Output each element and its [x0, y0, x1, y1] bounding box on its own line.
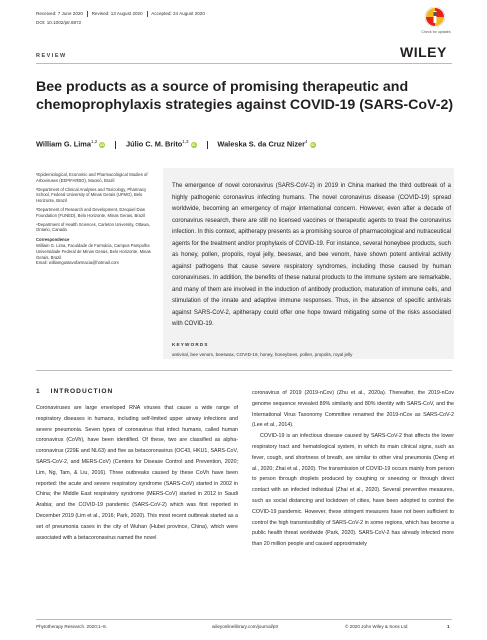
keywords-label: KEYWORDS	[172, 342, 209, 347]
revised-date: Revised: 13 August 2020	[91, 11, 143, 17]
affiliation: ³Department of Research and Development, Ezequiel Dias Foundation (FUNED), Belo Horizonte, Minas Gerais, Brazil	[36, 206, 145, 218]
article-title: Bee products as a source of promising therapeutic and chemoprophylaxis strategies against COVID-19 (SARS-CoV-2)	[36, 79, 454, 113]
author[interactable]: William G. Lima$^{1,2}$iD	[36, 139, 105, 149]
paragraph: COVID-19 is an infectious disease caused by SARS-CoV-2 that affects the lower respiratory tract and hematological system, in which its main clinical signs, such as fever, cough, and shortness of breath, are similar to other viral pneumonia (Deng et al., 2020; Zhai et al., 2020). The transmission of COVID-19 occurs mainly from person to person through droplets produced by coughing or sneezing or through direct contact with an infected individual (Zhai et al., 2020). Several preventive measures, such as social distancing and lockdown of cities, have been adopted to control the COVID-19 pandemic. However, these stringent measures have not been sufficient to control the high transmissibility of SARS-CoV-2 in some regions, which has become a public health threat worldwide (Park, 2020). SARS-CoV-2 has already infected more than 20 million people and caused approximately	[252, 433, 454, 548]
author-list	[36, 139, 456, 149]
divider	[36, 370, 452, 371]
section-title: INTRODUCTION	[50, 388, 114, 395]
body-column-left	[36, 403, 238, 543]
affiliations	[36, 172, 156, 266]
affiliation: ⁴Department of Health Sciences, Carleton University, Ottawa, Ontario, Canada	[36, 221, 150, 233]
correspondence-text: William G. Lima, Faculdade de Farmácia, Campus Pampulha Universidade Federal de Minas Gerais, Belo Horizonte, Minas Gerais, Brazil.	[36, 242, 151, 260]
abstract-text: The emergence of novel coronavirus (SARS-CoV-2) in 2019 in China marked the third outbreak of a highly pathogenic coronavirus infecting humans. The novel coronavirus disease (COVID-19) spread worldwide, becoming an emergency of major international concern. However, even after a decade of coronavirus research, there are still no licensed vaccines or therapeutic agents to treat the coronavirus infection. In this context, apitherapy presents as a promising source of pharmacological and nutraceutical agents for the treatment and/or prophylaxis of COVID-19. For instance, several honeybee products, such as honey, pollen, propolis, royal jelly, beeswax, and bee venom, have shown potent antiviral activity against pathogens that cause severe respiratory syndromes, including those caused by human coronaviruses. In addition, the benefits of these natural products to the immune system are remarkable, and many of them are involved in the induction of antibody production, maturation of immune cells, and stimulation of the innate and adaptive immune responses. Thus, in the absence of specific antivirals against SARS-CoV-2, apitherapy could offer one hope toward mitigating some of the risks associated with COVID-19.	[172, 183, 451, 327]
doi[interactable]: DOI: 10.1002/ptr.6872	[36, 20, 82, 25]
keywords-text: antiviral, bee venom, beeswax, COVID-19, honey, honeybees, pollen, propolis, royal jelly	[172, 352, 353, 357]
article-type: REVIEW	[36, 53, 67, 59]
accepted-date: Accepted: 24 August 2020	[151, 11, 205, 17]
affiliation: ¹Epidemiological, Economic and Pharmacological Studies of Arboviruses (EEPIFARBO), Maceió, Brazil	[36, 172, 148, 183]
copyright: © 2020 John Wiley & Sons Ltd	[345, 624, 408, 629]
paragraph: coronavirus of 2019 (2019-nCov) (Zhu et al., 2020a). Thereafter, the 2019-nCov genome sequence revealed 89% similarity and 80% identity with SARS-CoV, and the International Virus Taxonomy Committee renamed the 2019-nCov as SARS-CoV-2 (Lee et al., 2014).	[252, 390, 454, 429]
orcid-icon[interactable]: iD	[310, 141, 315, 147]
correspondence-email[interactable]: Email: williamgustavofarmacia@hotmail.com	[36, 260, 119, 266]
correspondence-heading: Correspondence	[36, 237, 70, 243]
publisher-logo: WILEY	[400, 44, 447, 60]
paragraph: Coronaviruses are large enveloped RNA viruses that cause a wide range of respiratory diseases in humans, including self-limited upper airway infections and severe pneumonia. Seven types of coronavirus that infect humans, called human coronavirus (CoVh), have been identified. Of these, two are classified as alpha-coronavirus (229E and NL63) and five as betacoronavirus (OC43, HKU1, SARS-CoV, SARS-CoV-2, and MERS-CoV) (Centers for Disease Control and Prevention, 2020; Lim, Ng, Tam, & Liu, 2016). Three outbreaks caused by these CoVh have been reported: the acute and severe respiratory syndrome (SARS-CoV) started in 2002 in China; the Middle East respiratory syndrome (MERS-CoV) started in 2012 in Saudi Arabia; and the COVID-19 pandemic (SARS-CoV-2) which was first reported in December 2019 (Lim et al., 2016; Park, 2020). This most recent outbreak started as a set of pneumonia cases in the city of Wuhan (Hubei province, China), which were associated with a betacoronavirus named the novel	[36, 405, 238, 541]
divider	[36, 63, 452, 64]
article-dates	[36, 11, 205, 17]
page-number: 1	[447, 624, 450, 629]
received-date: Received: 7 June 2020	[36, 11, 83, 17]
orcid-icon[interactable]: iD	[191, 141, 196, 147]
orcid-icon[interactable]: iD	[100, 141, 105, 147]
author[interactable]: Waleska S. da Cruz Nizer$^4$iD	[217, 139, 315, 149]
journal-url[interactable]: wileyonlinelibrary.com/journal/ptr	[212, 624, 279, 629]
affiliation: ²Department of Clinical Analyses and Toxicology, Pharmacy School, Federal University of Minas Gerais (UFMG), Belo Horizonte, Brazil	[36, 186, 147, 204]
crossmark-icon[interactable]	[424, 6, 446, 28]
body-column-right	[252, 388, 454, 550]
divider	[36, 619, 452, 620]
journal-citation: Phytotherapy Research. 2020;1–8.	[36, 624, 107, 629]
section-heading	[36, 388, 113, 395]
author[interactable]: Júlio C. M. Brito$^{1,3}$iD	[126, 139, 196, 149]
crossmark-label: Check for updates	[421, 30, 451, 34]
section-number: 1	[36, 388, 41, 395]
